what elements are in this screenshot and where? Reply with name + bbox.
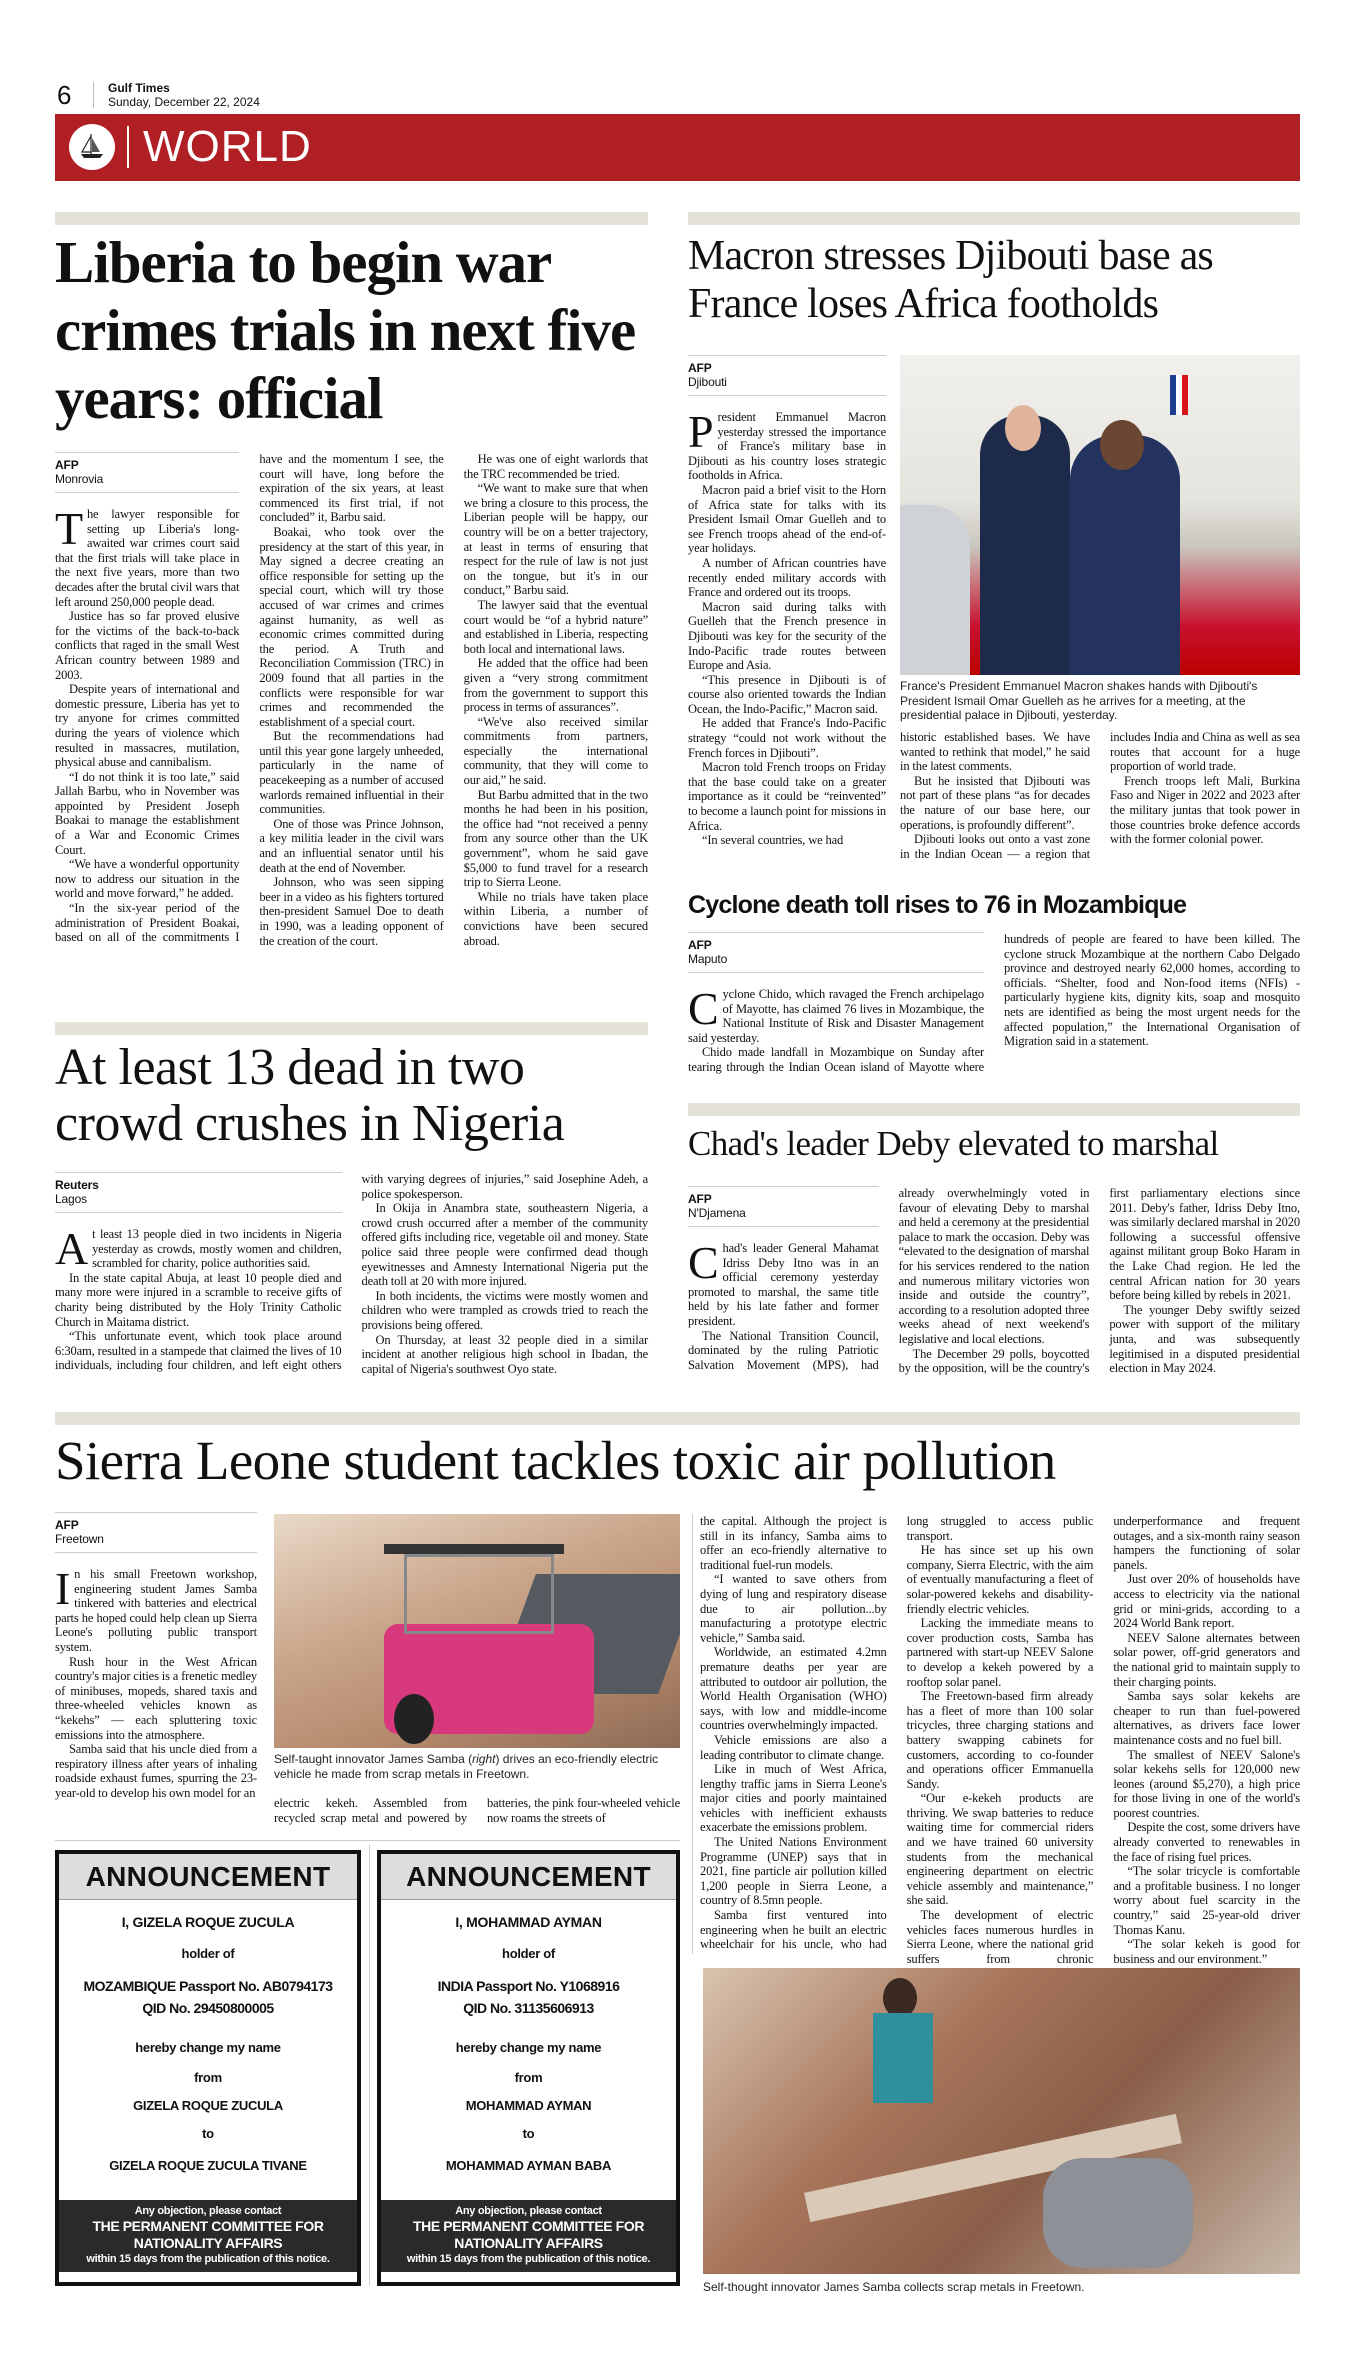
- dateline: [55, 452, 239, 493]
- ad-text: to: [522, 2126, 535, 2141]
- agency: AFP: [688, 361, 712, 375]
- article-macron-right: [900, 730, 1300, 861]
- article-cyclone: [688, 932, 1300, 1075]
- paragraph: “The solar tricycle is comfortable and a profitable business. I no longer worry about fuel scarcity in the country,” said 25-year-old driver Thomas Kanu.: [1113, 1864, 1300, 1937]
- paragraph: Justice has so far proved elusive for the victims of the back-to-back conflicts that raged in the small West African country between 1989 and 2003.: [55, 609, 240, 682]
- ad-contact: Any objection, please contact: [134, 2205, 282, 2217]
- ad-committee: THE PERMANENT COMMITTEE FOR: [92, 2218, 324, 2234]
- ad-deadline: within 15 days from the publication of this notice.: [406, 2253, 651, 2265]
- paragraph: “We have a wonderful opportunity now to address our situation in the world and move forward,” he added.: [55, 857, 240, 901]
- paragraph: “This presence in Djibouti is of course also oriented towards the Indian Ocean, the Indo-Pacific,” Macron said.: [688, 672, 886, 716]
- paragraph: In Okija in Anambra state, southeastern Nigeria, a crowd crush occurred after a member of the community offered gifts including rice, vegetable oil and money. State police said three people were confirmed dead though eyewitnesses and Amnesty International Nigeria put the death toll at 20 with more injured.: [361, 1201, 648, 1289]
- paragraph: Macron paid a brief visit to the Horn of Africa state for talks with its President Ismail Omar Guelleh and to see French troops ahead of the end-of-year holidays.: [688, 482, 886, 556]
- paragraph: “We've also received similar commitments from partners, especially the international community, that they will come to our aid,” he said.: [463, 714, 648, 788]
- paragraph: A number of African countries have recently ended military accords with France and ordered out its troops.: [688, 555, 886, 600]
- paragraph: “This unfortunate event, which took place around 6:30am, resulted in a stampede that claimed the lives of 10 individuals, including four children, and left eight others with varying degrees of injuries,” said Josephine Adeh, a police spokesperson.: [55, 1172, 648, 1373]
- photo-caption: [274, 1752, 680, 1781]
- ad-passport: INDIA Passport No. Y1068916: [437, 1978, 620, 1994]
- dhow-logo-icon: [69, 124, 115, 170]
- paragraph: The National Transition Council, dominated by the ruling Patriotic Salvation Movement (MPS), had already overwhelmingly voted in favour of elevating Deby to marshal and held a ceremony at the presidential palace to mark the occasion. Deby was “elevated to the designation of marshal for his services rendered to the nation and numerous military victories won inside and outside the country”, according to a resolution adopted three weeks ahead of next weekend's legislative and local elections.: [688, 1186, 1090, 1372]
- paragraph: The younger Deby swiftly seized power with support of the military junta, and was subsequently legitimised in a disputed presidential election in May 2024.: [1109, 1302, 1300, 1376]
- article-body: [700, 1514, 1300, 1966]
- agency: AFP: [55, 1518, 79, 1532]
- caption-text: Self-taught innovator James Samba (: [274, 1752, 473, 1766]
- paragraph: Boakai, who took over the presidency at the start of this year, in May signed a decree creating an office responsible for setting up the special court, which will try those accused of war crimes and crimes against humanity, as well as economic crimes committed during the period. A Truth and Reconciliation Commission (TRC) in 2009 found that all parties in the conflicts were responsible for war crimes and recommended the establishment of a special court.: [259, 524, 444, 729]
- paragraph: He added that the office had been given a “very strong commitment from the government to support this process in terms of assurances”.: [463, 656, 648, 715]
- divider: [93, 82, 94, 108]
- paragraph: But he insisted that Djibouti was not part of these plans “as for decades the nature of our base here, our operations, is profoundly different”.: [900, 773, 1090, 832]
- pink-electric-vehicle-photo: [274, 1514, 680, 1748]
- paragraph: On Thursday, at least 32 people died in a similar incident at another religious high school in Ibadan, the capital of Nigeria's southwest Oyo state.: [361, 1332, 648, 1376]
- paragraph: One of those was Prince Johnson, a key militia leader in the civil wars and an influential senator until his death at the end of November.: [259, 816, 444, 875]
- paragraph: President Emmanuel Macron yesterday stressed the importance of France's military base in Djibouti as his country loses strategic footholds in Africa.: [688, 406, 886, 483]
- ad-qid: QID No. 29450800005: [142, 2000, 274, 2016]
- place: Lagos: [55, 1192, 87, 1206]
- ad-qid: QID No. 31135606913: [463, 2000, 594, 2016]
- paragraph: He has since set up his own company, Sierra Electric, with the aim of eventually manufacturing a fleet of solar-powered kekehs and disability-friendly electric vehicles.: [906, 1543, 1094, 1616]
- dateline: [55, 1172, 342, 1213]
- divider: [55, 1840, 680, 1841]
- ad-committee: NATIONALITY AFFAIRS: [454, 2235, 603, 2251]
- paragraph: “In the six-year period of the administration of President Boakai, based on all of the commitments I have and the momentum I see, the court will have, long before the expiration of the six years, at least commenced its first trial, if not concluded” it, Barbu said.: [55, 452, 444, 945]
- paragraph: In the state capital Abuja, at least 10 people died and many more were injured in a scramble to receive gifts of charity being distributed by the Holy Trinity Catholic Church in Maitama district.: [55, 1270, 342, 1329]
- paragraph: Macron told French troops on Friday that the base could take on a greater importance as it could be “reinvented” to become a launch point for missions in Africa.: [688, 760, 886, 833]
- section-title: WORLD: [143, 122, 312, 171]
- place: Maputo: [688, 952, 728, 966]
- paragraph: “Our e-kekeh products are thriving. We swap batteries to reduce waiting time for commercial riders and we have trained 60 university students from the mechanical engineering department on electric vehicle assembly and maintenance,” she said.: [906, 1791, 1094, 1908]
- paragraph: Chido made landfall in Mozambique on Sunday after tearing through the Indian Ocean island of Mayotte where hundreds of people are feared to have been killed. The cyclone struck Mozambique at the northern Cabo Delgado province and destroyed nearly 62,000 homes, according to officials. “Shelter, food and Non-food items (NFIs) - particularly hygiene kits, dignity kits, soap and mosquito nets are identified as being the most urgent needs for the affected population,” the International Organisation of Migration said in a statement.: [688, 932, 1300, 1074]
- paragraph: The smallest of NEEV Salone's solar kekehs sells for 120,000 new leones (around $5,270), a high price for those living in one of the world's poorest countries.: [1113, 1747, 1300, 1820]
- page-number: 6: [57, 80, 72, 110]
- paragraph: Johnson, who was seen sipping beer in a video as his fighters tortured then-president Samuel Doe to death in 1990, was a leading opponent of the creation of the court.: [259, 875, 444, 948]
- divider: [127, 126, 129, 168]
- paragraph: the capital. Although the project is still in its infancy, Samba aims to offer an eco-friendly alternative to traditional fuel-run models.: [700, 1514, 887, 1572]
- paragraph: While no trials have taken place within Liberia, a number of convictions have been secured abroad.: [463, 889, 648, 948]
- paragraph: Worldwide, an estimated 4.2mn premature deaths per year are attributed to outdoor air pollution, the World Health Organisation (WHO) says, with low and middle-income countries overwhelmingly impacted.: [700, 1645, 887, 1733]
- paper-name: Gulf Times: [108, 81, 170, 95]
- agency: AFP: [688, 1192, 712, 1206]
- paragraph: “In several countries, we had: [702, 833, 844, 848]
- section-bar: [688, 1103, 1300, 1116]
- ad-text: to: [202, 2126, 214, 2141]
- paragraph: NEEV Salone alternates between solar power, off-grid generators and the national grid to maintain supply to their charging points.: [1113, 1630, 1300, 1689]
- section-banner: [55, 114, 1300, 181]
- paragraph: “I do not think it is too late,” said Jallah Barbu, who in November was appointed by President Joseph Boakai to manage the establishment of a War and Economic Crimes Court.: [55, 769, 240, 857]
- paragraph: The development of electric vehicles faces numerous hurdles in Sierra Leone, where the national grid suffers from chronic underperformance and frequent outages, and a six-month rainy season hampers the functioning of solar panels.: [906, 1514, 1300, 1966]
- ad-passport: MOZAMBIQUE Passport No. AB0794173: [83, 1978, 333, 1994]
- paragraph: Like in much of West Africa, lengthy traffic jams in Sierra Leone's major cities and poorly maintained vehicles with inefficient exhausts exacerbate the emissions problem.: [700, 1762, 887, 1835]
- article-sierra-under: [274, 1796, 680, 1825]
- paragraph: But Barbu admitted that in the two months he had been in his position, the office had “not received a penny from any source other than the UK government”, whom he said gave $5,000 to fund travel for a research trip to Sierra Leone.: [463, 787, 648, 890]
- paragraph: In his small Freetown workshop, engineering student James Samba tinkered with batteries and electrical parts he hoped could help clean up Sierra Leone's polluting public transport system.: [55, 1563, 257, 1654]
- paragraph: He added that France's Indo-Pacific strategy “could not work without the French forces in Djibouti”.: [688, 716, 886, 760]
- dateline: [688, 355, 886, 396]
- paragraph: Cyclone Chido, which ravaged the French archipelago of Mayotte, has claimed 76 lives in Mozambique, the National Institute of Risk and Disaster Management said yesterday.: [688, 983, 984, 1045]
- ad-title: ANNOUNCEMENT: [381, 1854, 676, 1900]
- announcement-ad: [55, 1850, 361, 2286]
- article-sierra-right: [700, 1514, 1300, 1966]
- caption-text: ) drives an eco-friendly electric vehicle he made from scrap metals in Freetown.: [274, 1752, 659, 1781]
- paragraph: The Freetown-based firm already has a fleet of more than 100 solar tricycles, three charging stations and battery swapping cabinets for customers, according to co-founder and operations officer Emmanuella Sandy.: [906, 1689, 1094, 1791]
- paragraph: Samba first ventured into engineering when he built an electric wheelchair for his uncle, who had long struggled to access public transport.: [700, 1514, 1094, 1952]
- dateline: [688, 1186, 879, 1227]
- photo-caption: France's President Emmanuel Macron shakes hands with Djibouti's President Ismail Omar Guelleh as he arrives for a meeting, at the presidential palace in Djibouti, yesterday.: [900, 679, 1258, 722]
- paragraph: The lawyer responsible for setting up Liberia's long-awaited war crimes court said that the first trials will take place in the next five years, more than two decades after the brutal civil wars that left around 250,000 people dead.: [55, 503, 240, 609]
- ad-contact: Any objection, please contact: [455, 2205, 602, 2217]
- agency: Reuters: [55, 1178, 99, 1192]
- paragraph: Despite the cost, some drivers have already converted to renewables in the face of rising fuel prices.: [1113, 1820, 1300, 1864]
- paragraph: He was one of eight warlords that the TRC recommended be tried.: [463, 452, 648, 481]
- paragraph: In both incidents, the victims were mostly women and children who were trampled as crowds tried to reach the provisions being offered.: [361, 1288, 648, 1332]
- paragraph: Macron said during talks with Guelleh that the French presence in Djibouti was key for the security of the Indo-Pacific trade routes between Europe and Asia.: [688, 599, 886, 673]
- macron-guelleh-photo: [900, 355, 1300, 675]
- issue-date: Sunday, December 22, 2024: [108, 95, 260, 109]
- paragraph: Despite years of international and domestic pressure, Liberia has yet to try anyone for crimes committed during the years of violence which resulted in massacres, mutilation, physical abuse and cannibalism.: [55, 682, 240, 770]
- agency: AFP: [688, 938, 712, 952]
- headline-nigeria: At least 13 dead in two crowd crushes in Nigeria: [55, 1039, 565, 1152]
- ad-old-name: GIZELA ROQUE ZUCULA: [133, 2098, 283, 2113]
- section-bar: [55, 212, 648, 225]
- ad-new-name: MOHAMMAD AYMAN BABA: [445, 2158, 612, 2173]
- ad-title: ANNOUNCEMENT: [59, 1854, 357, 1900]
- article-body: [274, 1796, 680, 1825]
- paragraph: Rush hour in the West African country's major cities is a frenetic medley of minibuses, mopeds, shared taxis and three-wheeled vehicles known as “kekehs” — each spluttering toxic emissions into the atmosphere.: [55, 1654, 257, 1742]
- divider: [692, 1514, 693, 1954]
- article-sierra-left: [55, 1512, 257, 1801]
- article-liberia: [55, 452, 648, 948]
- paragraph: The United Nations Environment Programme (UNEP) says that in 2021, fine particle air pollution killed 1,200 people in Sierra Leone, a country of 8.5mn people.: [700, 1835, 887, 1908]
- paragraph: historic established bases. We have wanted to rethink that model,” he said in the latest comments.: [900, 730, 1090, 774]
- article-macron-left: [688, 355, 886, 848]
- paragraph: Lacking the immediate means to cover production costs, Samba has partnered with start-up NEEV Salone to develop a kekeh powered by a rooftop solar panel.: [906, 1616, 1094, 1689]
- headline-macron: Macron stresses Djibouti base as France loses Africa footholds: [688, 233, 1213, 327]
- paragraph: At least 13 people died in two incidents in Nigeria yesterday as crowds, mostly women and children, scrambled for charity, police authorities said.: [55, 1223, 342, 1274]
- ad-committee: THE PERMANENT COMMITTEE FOR: [412, 2218, 645, 2234]
- scrap-metal-photo: [703, 1968, 1300, 2274]
- ad-text: holder of: [181, 1946, 235, 1961]
- paragraph: But the recommendations had until this year gone largely unheeded, particularly in the name of peacekeeping as a number of accused warlords remained influential in their communities.: [259, 729, 444, 817]
- article-nigeria: [55, 1172, 648, 1376]
- place: N'Djamena: [688, 1206, 746, 1220]
- paragraph: Djibouti looks out onto a vast zone in the Indian Ocean — a region that includes India and China as well as sea routes that account for a huge proportion of world trade.: [900, 730, 1300, 861]
- place: Djibouti: [688, 375, 727, 389]
- agency: AFP: [55, 458, 79, 472]
- ad-new-name: GIZELA ROQUE ZUCULA TIVANE: [109, 2158, 307, 2173]
- paragraph: The December 29 polls, boycotted by the opposition, will be the country's first parliamentary elections since 2011. Deby's father, Idriss Deby Itno, was similarly declared marshal in 2020 following a successful offensive against militant group Boko Haram in the Lake Chad region. He led the central African nation for 30 years before being killed by rebels in 2021.: [898, 1186, 1300, 1376]
- place: Monrovia: [55, 472, 104, 486]
- paragraph: Vehicle emissions are also a leading contributor to climate change.: [700, 1732, 887, 1762]
- article-body: [55, 1563, 257, 1801]
- photo-caption: Self-thought innovator James Samba collects scrap metals in Freetown.: [703, 2280, 1085, 2294]
- headline-liberia: Liberia to begin war crimes trials in next five years: official: [55, 229, 636, 431]
- ad-footer: [59, 2200, 357, 2272]
- caption-emphasis: right: [472, 1752, 496, 1766]
- ad-text: from: [194, 2070, 222, 2085]
- paragraph: electric kekeh. Assembled from recycled scrap metal and powered by batteries, the pink four-wheeled vehicle now roams the streets of: [274, 1796, 680, 1825]
- article-body: [900, 730, 1300, 861]
- dateline: [688, 932, 984, 973]
- ad-old-name: MOHAMMAD AYMAN: [465, 2098, 592, 2113]
- divider: [369, 1845, 370, 2286]
- section-bar: [55, 1412, 1300, 1425]
- ad-text: holder of: [502, 1946, 555, 1961]
- paragraph: The lawyer said that the eventual court would be “of a hybrid nature” and established in Liberia, respecting both local and international laws.: [463, 597, 648, 656]
- paragraph: Chad's leader General Mahamat Idriss Deby Itno was in an official ceremony yesterday promoted to marshal, the same title held by his late father and former president.: [688, 1237, 879, 1328]
- paragraph: Samba says solar kekehs are cheaper to run than fuel-powered alternatives, as drivers face lower maintenance costs and no fuel bill.: [1113, 1689, 1300, 1747]
- place: Freetown: [55, 1532, 104, 1546]
- paragraph: “I wanted to save others from dying of lung and respiratory disease due to air pollution...by manufacturing a prototype electric vehicle,” Samba said.: [700, 1572, 887, 1645]
- ad-text: hereby change my name: [455, 2040, 602, 2055]
- paragraph: Samba said that his uncle died from a respiratory illness after years of inhaling roadside exhaust fumes, spurring the 23-year-old to develop his own model for an: [55, 1742, 257, 1800]
- paragraph: “We want to make sure that when we bring a closure to this process, the Liberian people will be happy, our country will be on a better trajectory, at least in terms of ensuring that respect for the rule of law is not just on the tongue, but it's in our conduct,” Barbu said.: [463, 481, 648, 598]
- paragraph: Just over 20% of households have access to electricity via the national grid or mini-grids, according to a 2024 World Bank report.: [1113, 1572, 1300, 1631]
- ad-footer: [381, 2200, 676, 2272]
- headline-sierra-leone: Sierra Leone student tackles toxic air pollution: [55, 1430, 1056, 1491]
- ad-text: from: [514, 2070, 543, 2085]
- paragraph: French troops left Mali, Burkina Faso and Niger in 2022 and 2023 after the military juntas that took power in those countries broke defence accords with the former colonial power.: [1110, 773, 1300, 847]
- section-bar: [55, 1022, 648, 1035]
- section-bar: [688, 212, 1300, 225]
- article-body: [688, 406, 886, 848]
- ad-text: hereby change my name: [135, 2040, 281, 2055]
- ad-name: I, GIZELA ROQUE ZUCULA: [121, 1914, 295, 1930]
- article-body: [55, 452, 648, 948]
- ad-committee: NATIONALITY AFFAIRS: [133, 2235, 283, 2251]
- headline-chad: Chad's leader Deby elevated to marshal: [688, 1124, 1219, 1163]
- announcement-ad: [377, 1850, 680, 2286]
- ad-deadline: within 15 days from the publication of this notice.: [86, 2253, 330, 2265]
- dateline: [55, 1512, 257, 1553]
- ad-name: I, MOHAMMAD AYMAN: [455, 1914, 602, 1930]
- headline-cyclone: Cyclone death toll rises to 76 in Mozambique: [688, 891, 1187, 919]
- article-chad: [688, 1186, 1300, 1376]
- paragraph: “The solar kekeh is good for business and our environment.”: [1113, 1937, 1300, 1966]
